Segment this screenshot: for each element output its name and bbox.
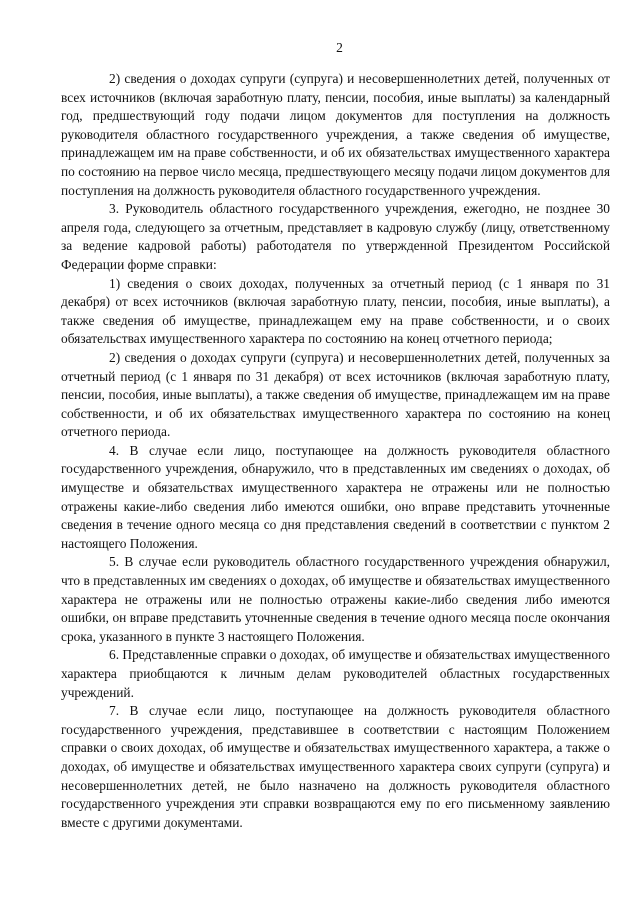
paragraph-4-corrections-applicant: 4. В случае если лицо, поступающее на должность руководителя областного государственного учреждения, обнаружило, что в представленных им сведениях о доходах, об имуществе и обязательствах имущественного характера не отражены или не полностью отражены какие-либо сведения либо имеются ошибки, оно вправе представить уточненные сведения в течение одного месяца со дня представления сведений в соответствии с пунктом 2 настоящего Положения. xyxy=(61,442,610,551)
paragraph-7-return-documents: 7. В случае если лицо, поступающее на должность руководителя областного государственного учреждения, представившее в соответствии с настоящим Положением справки о своих доходах, об имуществе и обязательствах имущественного характера, а также о доходах, об имуществе и обязательствах имущественного характера своих супруги (супруга) и несовершеннолетних детей, не было назначено на должность руководителя областного государственного учреждения эти справки возвращаются ему по его письменному заявлению вместе с другими документами. xyxy=(61,703,610,830)
paragraph-6-personal-files: 6. Представленные справки о доходах, об имуществе и обязательствах имущественного характера приобщаются к личным делам руководителей областных государственных учреждений. xyxy=(61,647,610,700)
document-body xyxy=(61,70,610,832)
paragraph-2-spouse-income: 2) сведения о доходах супруги (супруга) и несовершеннолетних детей, полученных от всех источников (включая заработную плату, пенсии, пособия, иные выплаты) за календарный год, предшествующий году подачи лицом документов для поступления на должность руководителя областного государственного учреждения, а также сведения об имуществе, принадлежащем им на праве собственности, и об их обязательствах имущественного характера по состоянию на первое число месяца, предшествующего месяцу подачи лицом документов для поступления на должность руководителя областного государственного учреждения. xyxy=(61,71,610,198)
paragraph-5-corrections-head: 5. В случае если руководитель областного государственного учреждения обнаружил, что в представленных им сведениях о доходах, об имуществе и обязательствах имущественного характера не отражены или не полностью отражены какие-либо сведения либо имеются ошибки, он вправе представить уточненные сведения в течение одного месяца после окончания срока, указанного в пункте 3 настоящего Положения. xyxy=(61,554,610,644)
paragraph-3-2-spouse-income: 2) сведения о доходах супруги (супруга) и несовершеннолетних детей, полученных за отчетный период (с 1 января по 31 декабря) от всех источников (включая заработную плату, пенсии, пособия, иные выплаты), а также сведения об имуществе, принадлежащем им на праве собственности, и об их обязательствах имущественного характера по состоянию на конец отчетного периода. xyxy=(61,349,610,440)
paragraph-3-1-own-income: 1) сведения о своих доходах, полученных за отчетный период (с 1 января по 31 декабря) от всех источников (включая заработную плату, пенсии, пособия, иные выплаты), а также сведения об имуществе, принадлежащем ему на праве собственности, и о своих обязательствах имущественного характера по состоянию на конец отчетного периода; xyxy=(61,275,610,347)
paragraph-3-annual-report: 3. Руководитель областного государственного учреждения, ежегодно, не позднее 30 апреля года, следующего за отчетным, представляет в кадровую службу (лицу, ответственному за ведение кадровой работы) работодателя по утвержденной Президентом Российской Федерации форме справки: xyxy=(61,201,610,272)
page-number: 2 xyxy=(336,40,343,55)
